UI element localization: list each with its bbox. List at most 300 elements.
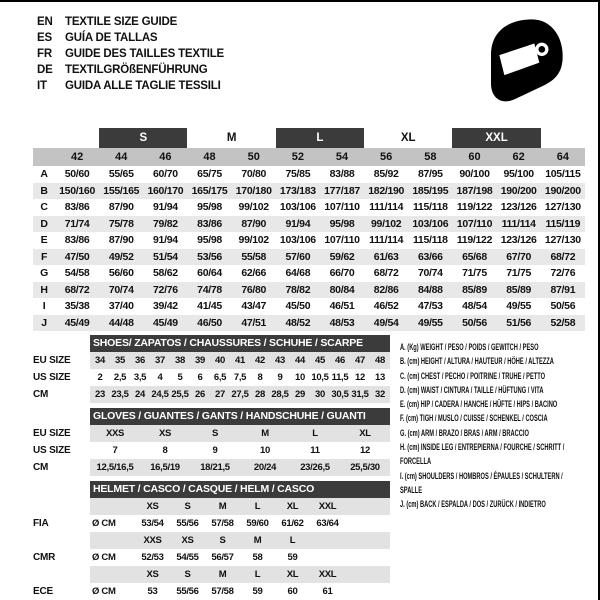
language-row [37,62,224,78]
textile-size-row [33,148,585,166]
textile-value-cell: 62/66 [241,267,267,279]
textile-size-cell: 46 [143,148,187,166]
helmet-table [33,481,423,600]
gloves-cell: S [211,428,219,439]
textile-value-cell: 103/106 [408,216,452,233]
textile-data-row [33,265,585,282]
textile-value-cell: 87/90 [232,216,276,233]
gloves-cell: L [312,428,318,439]
gloves-cell: 25,5/30 [350,462,380,473]
textile-value-cell: 55/65 [108,168,134,180]
helmet-cell: 59/60 [246,518,269,529]
textile-value-cell: 80/84 [320,282,364,299]
textile-value-cell: 107/110 [452,216,496,233]
textile-size-label-spacer [33,148,55,166]
textile-value-cell: 60/70 [153,168,178,180]
textile-value-cell: 49/55 [506,300,532,312]
shoes-cell: 36 [135,355,145,366]
helmet-cell: 55/56 [176,586,199,597]
helmet-cell: 59 [287,552,298,563]
textile-value-cell: 105/115 [545,168,581,180]
legend-item: D. (cm) WAIST / CINTURA / TAILLE / HÜFTUNG / VITA [400,384,544,395]
helmet-cell: 57/58 [211,518,234,529]
shoes-cell: 37 [155,355,165,366]
helmet-cell: S [184,569,191,580]
gloves-row-label: CM [33,462,49,473]
helmet-cell: XXS [143,535,162,546]
shoes-cells [90,369,390,386]
textile-value-cell: 123/126 [500,234,537,246]
helmet-row-label [33,498,90,515]
language-code: ES [37,32,52,44]
textile-data-row [33,166,585,183]
helmet-cell: 56/57 [211,552,234,563]
textile-value-cell: 51/56 [497,315,541,332]
shoes-cell: 47 [355,355,365,366]
legend-item: A. (Kg) WEIGHT / PESO / POIDS / GEWITCH / PESO [400,342,539,352]
shoes-cell: 23 [95,389,105,400]
textile-value-cell: 91/94 [153,201,178,213]
shoes-cell: 48 [375,355,385,366]
textile-data-row [33,199,585,216]
textile-value-cell: 95/98 [320,216,364,233]
textile-value-cell: 43/47 [241,300,267,312]
textile-value-cell: 50/60 [64,168,90,180]
helmet-unit-label [90,498,135,515]
textile-data-row [33,249,585,266]
textile-value-cell: 85/92 [373,168,399,180]
shoes-cell: 28 [255,389,265,400]
textile-value-cell: 115/119 [541,216,585,233]
gloves-cell: 8 [162,445,168,456]
textile-value-cell: 44/48 [99,315,143,332]
shoes-cell: 30,5 [331,389,349,400]
shoes-cell: 4 [157,372,163,383]
helmet-unit-label [90,566,135,583]
gloves-cell: 7 [112,445,118,456]
guide-title: TEXTILGRÖßENFÜHRUNG [65,64,208,76]
helmet-cell: L [289,535,296,546]
shoes-cell: 25,5 [171,389,189,400]
legend-item: H. (cm) INSIDE LEG / ENTREPIERNA / FOURCHE / SCHRITT / FORCELLA [400,442,565,467]
legend-item: C. (cm) CHEST / PECHO / POITRINE / TRUHE / PETTO [400,370,546,381]
textile-size-cell: 54 [320,148,364,166]
textile-value-cell: 58/62 [153,267,178,279]
helmet-row-label [33,566,90,583]
textile-group-m: M [226,132,237,144]
textile-value-cell: 84/88 [408,282,452,299]
textile-value-cell: 48/53 [320,315,364,332]
textile-value-cell: 68/72 [373,267,399,279]
helmet-cell: 57/58 [211,586,234,597]
textile-value-cell: 47/53 [417,300,443,312]
textile-value-cell: 66/70 [329,267,355,279]
textile-row-label: A [40,168,48,180]
shoes-cell: 42 [255,355,265,366]
textile-value-cell: 127/130 [544,201,581,213]
language-title-list [37,14,224,94]
textile-value-cell: 48/52 [276,315,320,332]
textile-group-row [33,128,585,148]
shoes-cell: 26 [195,389,205,400]
textile-row-label: C [40,201,48,213]
textile-value-cell: 76/80 [232,282,276,299]
textile-value-cell: 49/54 [364,315,408,332]
helmet-cell: 55/56 [176,518,199,529]
textile-value-cell: 95/98 [197,234,222,246]
helmet-row-label: FIA [33,518,49,529]
textile-data-row [33,282,585,299]
textile-value-cell: 103/106 [279,234,316,246]
textile-size-cell: 42 [55,148,99,166]
textile-value-cell: 70/74 [417,267,443,279]
shoes-cell: 6 [197,372,203,383]
textile-value-cell: 182/190 [364,183,408,200]
language-row [37,46,224,62]
helmet-cell: L [254,569,261,580]
gloves-cell: 23/26,5 [300,462,330,473]
gloves-row-label: US SIZE [33,445,71,456]
textile-value-cell: 85/89 [497,282,541,299]
textile-value-cell: 53/56 [187,249,231,266]
helmet-cell: 52/53 [141,552,164,563]
shoes-cell: 27 [215,389,225,400]
legend-item: F. (cm) TIGH / MUSLO / CUISSE / SCHENKEL / COSCIA [400,413,548,424]
shoes-cell: 27,5 [231,389,249,400]
textile-value-cell: 49/52 [99,249,143,266]
textile-value-cell: 47/51 [232,315,276,332]
textile-value-cell: 60/64 [197,267,222,279]
shoes-cell: 24,5 [151,389,169,400]
textile-value-cell: 123/126 [500,201,537,213]
helmet-cell: 54/55 [176,552,199,563]
language-code: DE [37,64,53,76]
textile-value-cell: 155/165 [99,183,143,200]
textile-value-cell: 75/85 [285,168,311,180]
textile-value-cell: 111/114 [369,201,404,213]
gloves-cell: 12,5/16,5 [96,462,134,473]
textile-value-cell: 70/80 [241,168,267,180]
textile-value-cell: 83/86 [64,201,90,213]
shoes-cell: 40 [215,355,225,366]
textile-value-cell: 190/200 [497,183,541,200]
textile-value-cell: 78/82 [276,282,320,299]
textile-row-label: I [42,300,46,312]
helmet-cell: 53 [147,586,158,597]
shoes-cell: 28,5 [271,389,289,400]
textile-value-cell: 61/63 [364,249,408,266]
gloves-cells [90,442,390,459]
textile-value-cell: 173/183 [276,183,320,200]
helmet-cells [90,583,390,600]
helmet-cells [90,532,390,549]
gloves-table-title: GLOVES / GUANTES / GANTS / HANDSCHUHE / GUANTI [90,408,390,425]
textile-value-cell: 119/122 [456,201,493,213]
textile-value-cell: 41/45 [197,300,222,312]
textile-value-cell: 127/130 [544,234,581,246]
helmet-cell: 61/62 [281,518,304,529]
gloves-cell: 11 [310,445,320,456]
gloves-cell: XXS [105,428,125,439]
helmet-row-label: ECE [33,586,53,597]
textile-size-cell: 62 [497,148,541,166]
helmet-cells [90,566,390,583]
helmet-unit-label: Ø CM [92,586,116,597]
textile-row-label: H [33,282,55,299]
textile-value-cell: 177/187 [320,183,364,200]
textile-value-cell: 46/52 [373,300,399,312]
textile-row-label: E [40,234,48,246]
textile-group-s: S [99,128,187,148]
shoes-cell: 10 [295,372,305,383]
textile-value-cell: 87/91 [541,282,585,299]
textile-value-cell: 115/118 [412,234,448,246]
textile-size-cell: 64 [541,148,585,166]
textile-value-cell: 46/51 [329,300,355,312]
shoes-cell: 10,5 [311,372,329,383]
textile-size-cell: 52 [276,148,320,166]
gloves-table-rows [33,425,423,476]
shoes-cell: 45 [315,355,325,366]
helmet-unit-label [90,532,135,549]
helmet-row-label [33,532,90,549]
shoes-cell: 31,5 [351,389,369,400]
shoes-cell: 2 [97,372,103,383]
textile-value-cell: 71/75 [462,267,487,279]
textile-value-cell: 47/50 [55,249,99,266]
gloves-cell: 9 [212,445,218,456]
textile-size-cell: 48 [187,148,231,166]
textile-group-xxl: XXL [452,128,540,148]
helmet-row [33,515,423,532]
textile-value-cell: 75/78 [99,216,143,233]
helmet-unit-label: Ø CM [92,552,116,563]
helmet-cell: 60 [287,586,298,597]
shoes-cell: 46 [335,355,345,366]
helmet-row [33,498,423,515]
shoes-table-rows [33,352,423,403]
textile-value-cell: 87/90 [108,201,134,213]
textile-value-cell: 103/106 [279,201,316,213]
textile-value-cell: 91/94 [153,234,178,246]
textile-value-cell: 71/75 [506,267,532,279]
gloves-row [33,442,423,459]
textile-value-cell: 55/58 [232,249,276,266]
language-row [37,78,224,94]
shoes-cells [90,352,390,369]
textile-value-cell: 49/55 [408,315,452,332]
helmet-row [33,532,423,549]
textile-value-cell: 91/94 [276,216,320,233]
textile-value-cell: 50/56 [452,315,496,332]
textile-value-cell: 79/82 [143,216,187,233]
textile-value-cell: 68/72 [541,249,585,266]
textile-size-cell: 50 [232,148,276,166]
helmet-icon [484,16,568,106]
shoes-cell: 3,5 [133,372,147,383]
textile-size-cell: 44 [99,148,143,166]
helmet-cell: XS [181,535,194,546]
helmet-cell: M [253,535,262,546]
textile-row-label: F [33,249,55,266]
shoes-cell: 38 [175,355,185,366]
textile-value-cell: 65/68 [452,249,496,266]
textile-size-cell: 60 [452,148,496,166]
language-row [37,30,224,46]
helmet-cell: 63/64 [316,518,339,529]
textile-value-cell: 90/100 [459,168,490,180]
shoes-cell: 6,5 [213,372,227,383]
shoes-cell: 8 [257,372,263,383]
textile-data-row [33,183,585,200]
textile-value-cell: 65/75 [197,168,222,180]
gloves-cell: 10 [260,445,270,456]
textile-value-cell: 107/110 [324,234,360,246]
measurement-legend [400,340,585,512]
gloves-cell: M [261,428,269,439]
gloves-cells [90,425,390,442]
textile-value-cell: 68/72 [55,282,99,299]
helmet-row [33,566,423,583]
helmet-cell: XS [146,569,159,580]
textile-size-cell: 56 [364,148,408,166]
textile-value-cell: 64/68 [285,267,311,279]
shoes-cell: 41 [235,355,245,366]
textile-row-label: D [33,216,55,233]
textile-value-cell: 187/198 [452,183,496,200]
helmet-row-label: CMR [33,552,56,563]
helmet-cell: XL [286,501,299,512]
shoes-row [33,352,423,369]
textile-row-label: B [33,183,55,200]
textile-data-row [33,232,585,249]
textile-value-cell: 52/58 [541,315,585,332]
textile-value-cell: 95/98 [197,201,222,213]
helmet-cells [90,549,390,566]
helmet-cells [90,498,390,515]
gloves-cell: XS [158,428,172,439]
gloves-cell: 12 [360,445,370,456]
legend-item: I. (cm) SHOULDERS / HOMBROS / ÉPAULES / SCHULTERN / SPALLE [400,470,563,495]
helmet-cell: XXL [318,501,337,512]
helmet-cells [90,515,390,532]
textile-value-cell: 82/86 [364,282,408,299]
helmet-row [33,549,423,566]
shoes-cell: 39 [195,355,205,366]
language-row [37,14,224,30]
textile-value-cell: 111/114 [369,234,404,246]
guide-title: GUÍA DE TALLAS [65,32,158,44]
shoes-cell: 13 [375,372,385,383]
textile-value-cell: 46/50 [187,315,231,332]
gloves-cells [90,459,390,476]
helmet-table-rows [33,498,423,600]
textile-data-row [33,298,585,315]
textile-value-cell: 190/200 [541,183,585,200]
helmet-cell: 61 [322,586,333,597]
helmet-cell: M [218,501,227,512]
textile-value-cell: 85/89 [452,282,496,299]
textile-row-label: G [40,267,48,279]
textile-value-cell: 45/50 [285,300,311,312]
textile-value-cell: 70/74 [99,282,143,299]
helmet-cell: 58 [252,552,263,563]
shoes-cell: 43 [275,355,285,366]
helmet-cell: M [218,569,227,580]
helmet-cell: XS [146,501,159,512]
legend-item: E. (cm) HIP / CADERA / HANCHE / HÜFTE / HIPS / BACINO [400,399,558,410]
gloves-row [33,425,423,442]
textile-value-cell: 160/170 [143,183,187,200]
helmet-cell: S [219,535,226,546]
gloves-table [33,408,423,476]
language-code: EN [37,16,53,28]
textile-size-table [33,128,585,331]
textile-value-cell: 72/76 [550,267,576,279]
shoes-cells [90,386,390,403]
textile-value-cell: 45/49 [143,315,187,332]
helmet-cell: XXL [318,569,337,580]
shoes-cell: 32 [375,389,385,400]
textile-value-cell: 56/60 [108,267,134,279]
guide-title: TEXTILE SIZE GUIDE [65,16,178,28]
shoes-table [33,335,423,403]
textile-value-cell: 50/56 [550,300,576,312]
textile-value-cell: 54/58 [64,267,90,279]
textile-value-cell: 111/114 [497,216,541,233]
shoes-cell: 9 [277,372,283,383]
textile-value-cell: 45/49 [55,315,99,332]
guide-title: GUIDE DES TAILLES TEXTILE [65,48,224,60]
textile-value-cell: 83/86 [187,216,231,233]
shoes-cell: 7,5 [233,372,247,383]
helmet-row [33,583,423,600]
textile-value-cell: 107/110 [324,201,360,213]
helmet-cell: L [254,501,261,512]
helmet-unit-label: Ø CM [92,518,116,529]
textile-size-cell: 58 [408,148,452,166]
shoes-cell: 34 [95,355,105,366]
textile-value-cell: 99/102 [238,234,269,246]
textile-value-cell: 71/74 [55,216,99,233]
textile-value-cell: 72/76 [143,282,187,299]
legend-item: J. (cm) BACK / ESPALDA / DOS / ZURÜCK / INDIETRO [400,499,546,510]
shoes-cell: 11,5 [331,372,349,383]
helmet-cell: XL [286,569,299,580]
helmet-cell: 53/54 [141,518,164,529]
shoes-cell: 35 [115,355,125,366]
textile-value-cell: 115/118 [412,201,448,213]
textile-value-cell: 74/78 [187,282,231,299]
helmet-cell: S [184,501,191,512]
shoes-cell: 30 [315,389,325,400]
shoes-cell: 29 [295,389,305,400]
textile-data-row [33,315,585,332]
textile-data-row [33,216,585,233]
shoes-row [33,369,423,386]
textile-value-cell: 39/42 [153,300,178,312]
textile-value-cell: 95/100 [503,168,534,180]
textile-group-xl: XL [400,132,416,144]
gloves-cell: 18/21,5 [200,462,230,473]
textile-value-cell: 67/70 [497,249,541,266]
textile-value-cell: 83/88 [329,168,355,180]
textile-group-spacer [33,128,99,148]
shoes-cell: 2,5 [113,372,127,383]
textile-value-cell: 99/102 [364,216,408,233]
shoes-row-label: US SIZE [33,372,71,383]
gloves-row-label: EU SIZE [33,428,71,439]
